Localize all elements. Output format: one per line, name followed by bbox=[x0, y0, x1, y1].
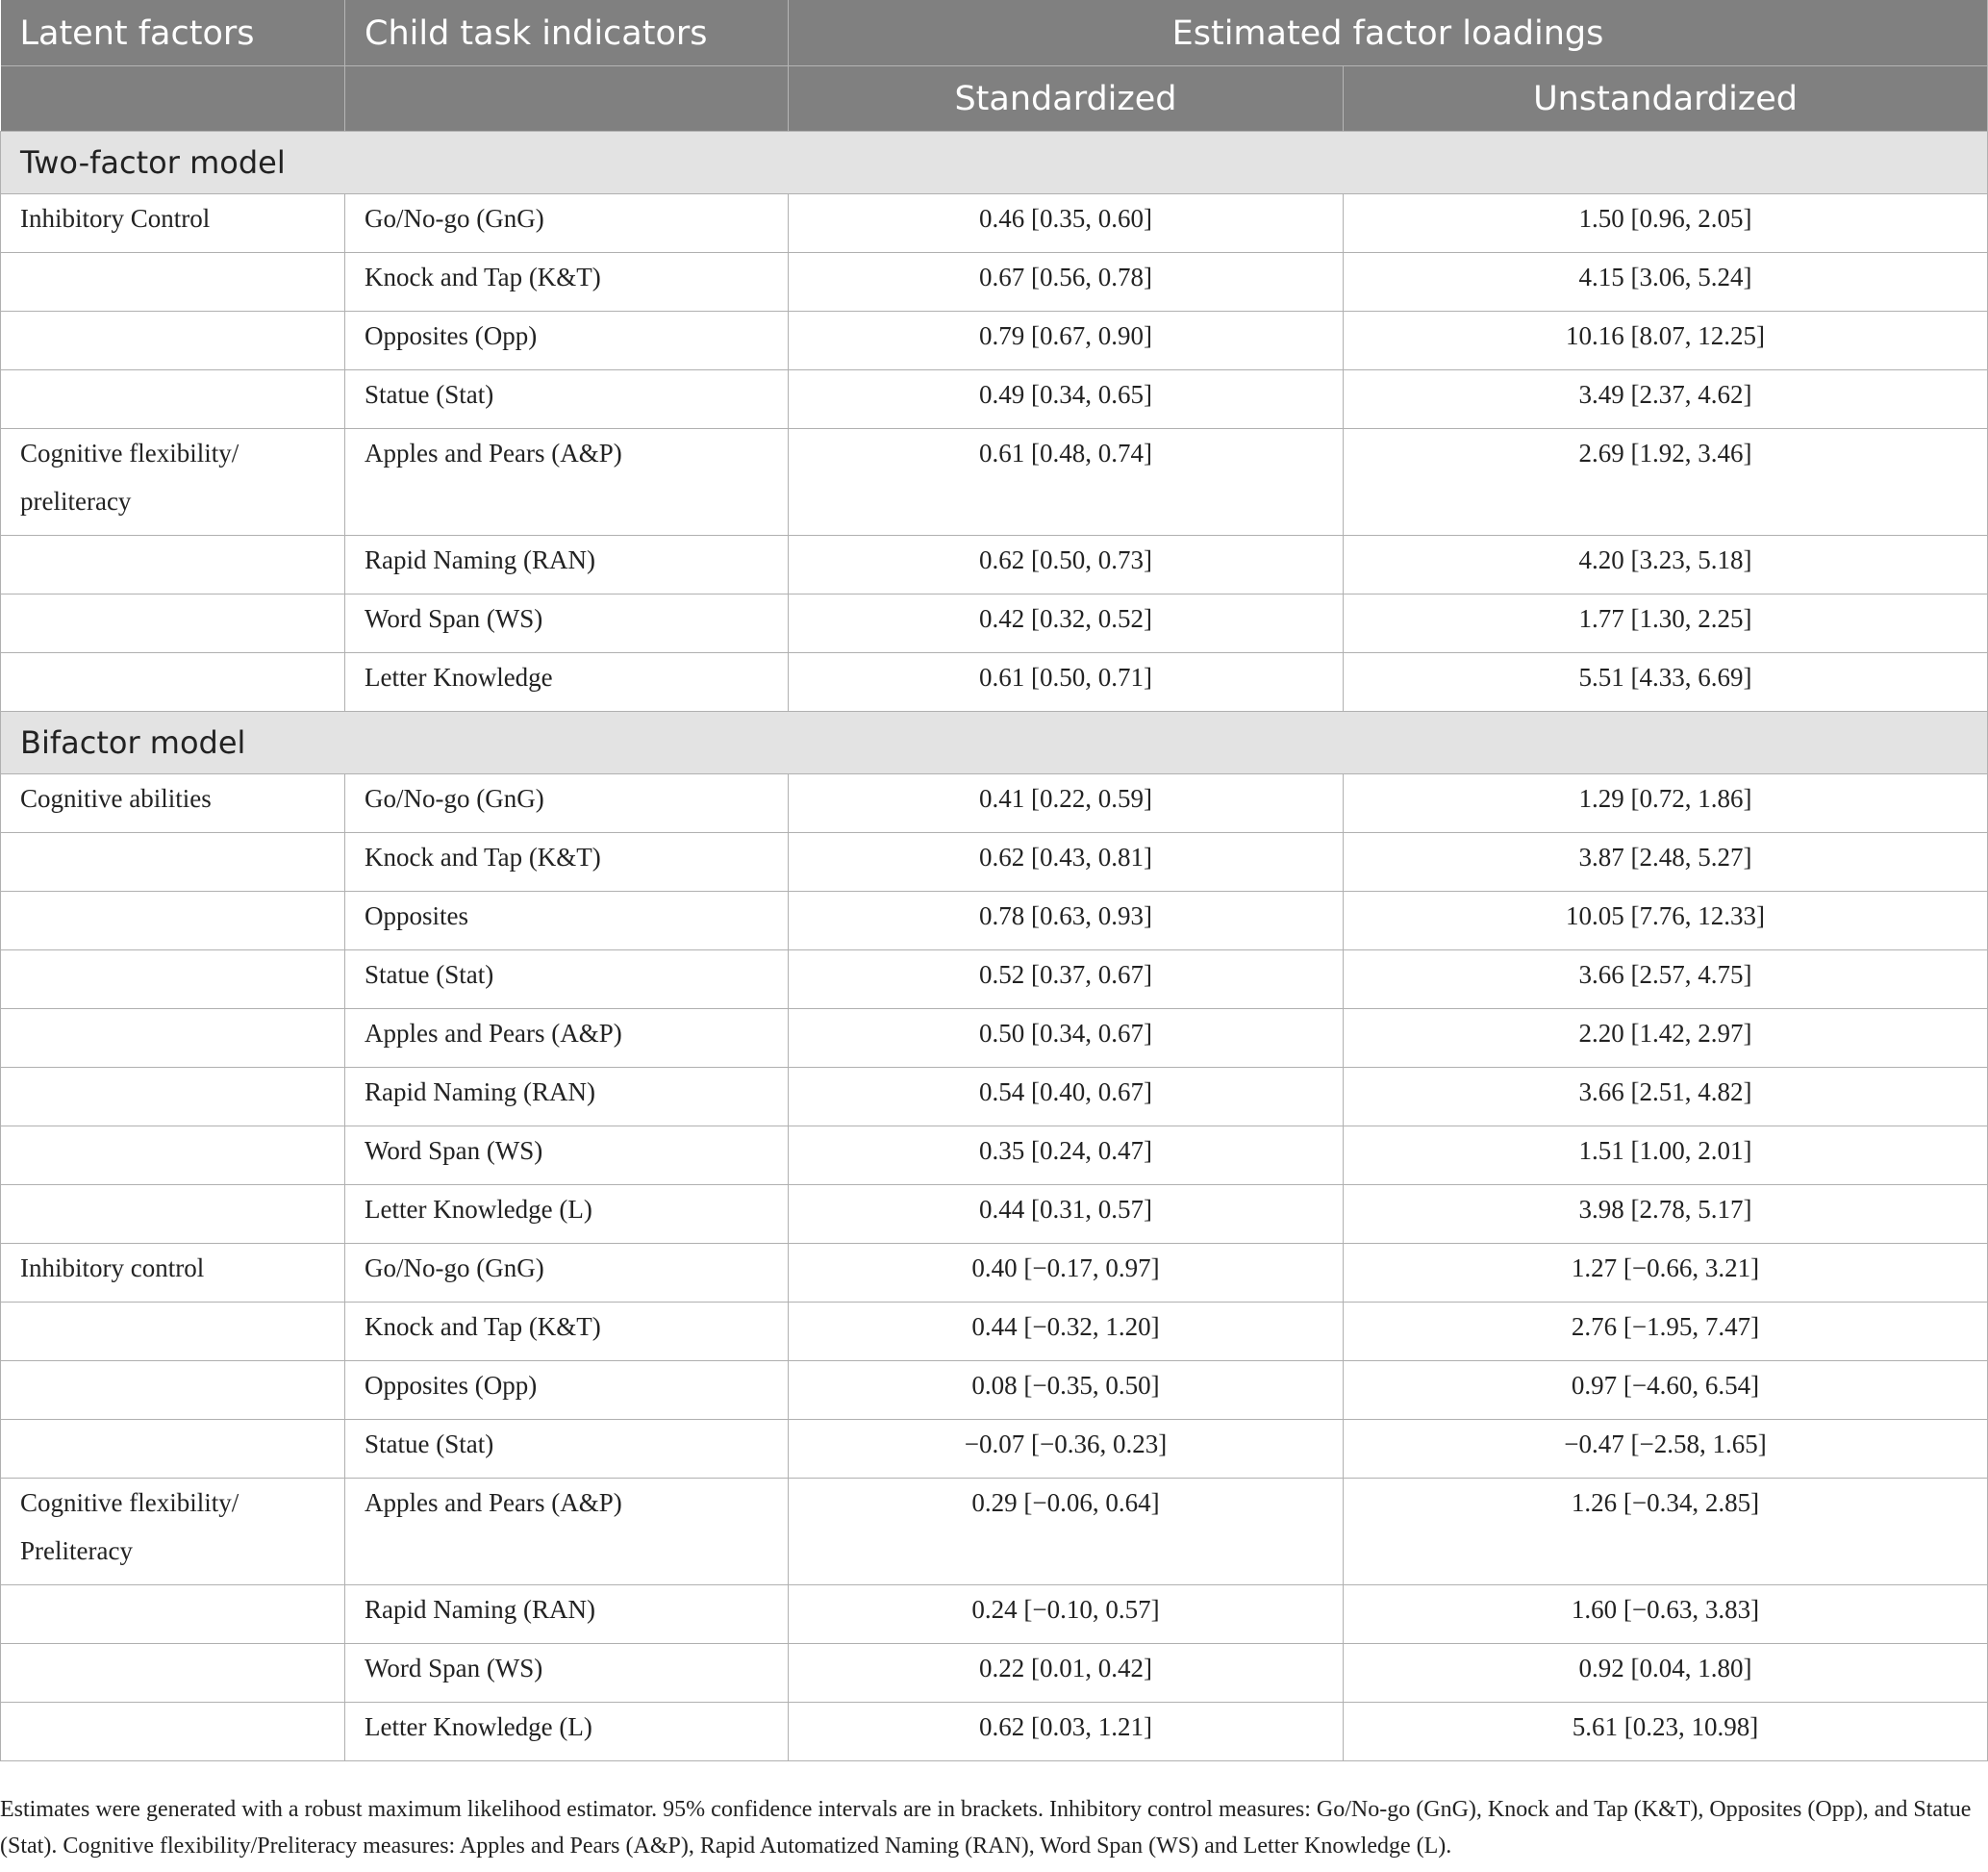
standardized-cell: 0.62 [0.50, 0.73] bbox=[789, 536, 1344, 594]
standardized-cell: 0.46 [0.35, 0.60] bbox=[789, 194, 1344, 253]
table-row bbox=[1, 774, 1988, 833]
standardized-cell: 0.62 [0.43, 0.81] bbox=[789, 833, 1344, 892]
latent-factor-cell bbox=[1, 594, 345, 653]
latent-factor-cell bbox=[1, 653, 345, 712]
standardized-cell: 0.44 [−0.32, 1.20] bbox=[789, 1303, 1344, 1361]
latent-factor-cell bbox=[1, 312, 345, 370]
table-row bbox=[1, 833, 1988, 892]
standardized-cell: 0.40 [−0.17, 0.97] bbox=[789, 1244, 1344, 1303]
header-blank-1 bbox=[1, 66, 345, 132]
standardized-cell: 0.61 [0.50, 0.71] bbox=[789, 653, 1344, 712]
latent-factor-cell: Cognitive abilities bbox=[1, 774, 345, 833]
latent-factor-cell bbox=[1, 1585, 345, 1644]
table-header bbox=[1, 1, 1988, 132]
table-row bbox=[1, 312, 1988, 370]
table-row bbox=[1, 1009, 1988, 1068]
standardized-cell: 0.42 [0.32, 0.52] bbox=[789, 594, 1344, 653]
latent-factor-cell: Inhibitory Control bbox=[1, 194, 345, 253]
task-indicator-cell: Apples and Pears (A&P) bbox=[345, 1009, 789, 1068]
unstandardized-cell: 5.51 [4.33, 6.69] bbox=[1344, 653, 1988, 712]
section-row bbox=[1, 132, 1988, 194]
standardized-cell: 0.50 [0.34, 0.67] bbox=[789, 1009, 1344, 1068]
latent-factor-cell: Inhibitory control bbox=[1, 1244, 345, 1303]
unstandardized-cell: 3.49 [2.37, 4.62] bbox=[1344, 370, 1988, 429]
standardized-cell: −0.07 [−0.36, 0.23] bbox=[789, 1420, 1344, 1479]
standardized-cell: 0.08 [−0.35, 0.50] bbox=[789, 1361, 1344, 1420]
table-body bbox=[1, 132, 1988, 1761]
standardized-cell: 0.52 [0.37, 0.67] bbox=[789, 950, 1344, 1009]
section-row bbox=[1, 712, 1988, 774]
task-indicator-cell: Knock and Tap (K&T) bbox=[345, 833, 789, 892]
task-indicator-cell: Letter Knowledge bbox=[345, 653, 789, 712]
table-row bbox=[1, 1068, 1988, 1126]
latent-factor-cell: Cognitive flexibility/ Preliteracy bbox=[1, 1479, 345, 1585]
standardized-cell: 0.29 [−0.06, 0.64] bbox=[789, 1479, 1344, 1585]
header-blank-2 bbox=[345, 66, 789, 132]
task-indicator-cell: Statue (Stat) bbox=[345, 370, 789, 429]
standardized-cell: 0.67 [0.56, 0.78] bbox=[789, 253, 1344, 312]
table-row bbox=[1, 429, 1988, 536]
unstandardized-cell: 0.92 [0.04, 1.80] bbox=[1344, 1644, 1988, 1703]
standardized-cell: 0.79 [0.67, 0.90] bbox=[789, 312, 1344, 370]
table-row bbox=[1, 1703, 1988, 1761]
task-indicator-cell: Word Span (WS) bbox=[345, 1644, 789, 1703]
standardized-cell: 0.49 [0.34, 0.65] bbox=[789, 370, 1344, 429]
table-row bbox=[1, 1126, 1988, 1185]
unstandardized-cell: 1.29 [0.72, 1.86] bbox=[1344, 774, 1988, 833]
standardized-cell: 0.44 [0.31, 0.57] bbox=[789, 1185, 1344, 1244]
table-row bbox=[1, 594, 1988, 653]
task-indicator-cell: Rapid Naming (RAN) bbox=[345, 536, 789, 594]
table-row bbox=[1, 370, 1988, 429]
standardized-cell: 0.62 [0.03, 1.21] bbox=[789, 1703, 1344, 1761]
latent-factor-cell bbox=[1, 1068, 345, 1126]
unstandardized-cell: 2.76 [−1.95, 7.47] bbox=[1344, 1303, 1988, 1361]
unstandardized-cell: 4.15 [3.06, 5.24] bbox=[1344, 253, 1988, 312]
latent-factor-cell bbox=[1, 1126, 345, 1185]
standardized-cell: 0.54 [0.40, 0.67] bbox=[789, 1068, 1344, 1126]
standardized-cell: 0.61 [0.48, 0.74] bbox=[789, 429, 1344, 536]
latent-factor-cell bbox=[1, 1644, 345, 1703]
unstandardized-cell: 10.05 [7.76, 12.33] bbox=[1344, 892, 1988, 950]
latent-factor-cell bbox=[1, 1420, 345, 1479]
task-indicator-cell: Word Span (WS) bbox=[345, 1126, 789, 1185]
unstandardized-cell: 2.69 [1.92, 3.46] bbox=[1344, 429, 1988, 536]
header-estimated-factor-loadings: Estimated factor loadings bbox=[789, 1, 1988, 66]
unstandardized-cell: 3.66 [2.57, 4.75] bbox=[1344, 950, 1988, 1009]
task-indicator-cell: Rapid Naming (RAN) bbox=[345, 1585, 789, 1644]
unstandardized-cell: 1.51 [1.00, 2.01] bbox=[1344, 1126, 1988, 1185]
table-row bbox=[1, 653, 1988, 712]
table-row bbox=[1, 1585, 1988, 1644]
section-title: Bifactor model bbox=[1, 712, 1988, 774]
unstandardized-cell: 3.87 [2.48, 5.27] bbox=[1344, 833, 1988, 892]
latent-factor-cell bbox=[1, 950, 345, 1009]
latent-factor-cell bbox=[1, 1009, 345, 1068]
task-indicator-cell: Apples and Pears (A&P) bbox=[345, 1479, 789, 1585]
unstandardized-cell: 4.20 [3.23, 5.18] bbox=[1344, 536, 1988, 594]
table-row bbox=[1, 536, 1988, 594]
header-child-task-indicators: Child task indicators bbox=[345, 1, 789, 66]
table-row bbox=[1, 1361, 1988, 1420]
unstandardized-cell: 1.77 [1.30, 2.25] bbox=[1344, 594, 1988, 653]
header-unstandardized: Unstandardized bbox=[1344, 66, 1988, 132]
task-indicator-cell: Opposites (Opp) bbox=[345, 312, 789, 370]
section-title: Two-factor model bbox=[1, 132, 1988, 194]
unstandardized-cell: −0.47 [−2.58, 1.65] bbox=[1344, 1420, 1988, 1479]
standardized-cell: 0.41 [0.22, 0.59] bbox=[789, 774, 1344, 833]
table-footnote: Estimates were generated with a robust maximum likelihood estimator. 95% confidence intervals are in brackets. Inhibitory control measures: Go/No-go (GnG), Knock and Tap (K&T), Opposites (Opp), and Statue (Stat). Cognitive flexibility/Preliteracy measures: Apples and Pears (A&P), Rapid Automatized Naming (RAN), Word Span (WS) and Letter Knowledge (L). bbox=[0, 1797, 1972, 1859]
table-row bbox=[1, 950, 1988, 1009]
task-indicator-cell: Knock and Tap (K&T) bbox=[345, 1303, 789, 1361]
task-indicator-cell: Statue (Stat) bbox=[345, 1420, 789, 1479]
table-row bbox=[1, 1420, 1988, 1479]
latent-factor-cell bbox=[1, 1361, 345, 1420]
task-indicator-cell: Opposites bbox=[345, 892, 789, 950]
task-indicator-cell: Letter Knowledge (L) bbox=[345, 1185, 789, 1244]
latent-factor-cell: Cognitive flexibility/ preliteracy bbox=[1, 429, 345, 536]
latent-factor-cell bbox=[1, 1303, 345, 1361]
latent-factor-cell bbox=[1, 253, 345, 312]
task-indicator-cell: Letter Knowledge (L) bbox=[345, 1703, 789, 1761]
table-row bbox=[1, 1303, 1988, 1361]
header-standardized: Standardized bbox=[789, 66, 1344, 132]
table-row bbox=[1, 1185, 1988, 1244]
table-row bbox=[1, 253, 1988, 312]
table-row bbox=[1, 892, 1988, 950]
standardized-cell: 0.35 [0.24, 0.47] bbox=[789, 1126, 1344, 1185]
latent-factor-cell bbox=[1, 1185, 345, 1244]
table-row bbox=[1, 1244, 1988, 1303]
standardized-cell: 0.24 [−0.10, 0.57] bbox=[789, 1585, 1344, 1644]
task-indicator-cell: Apples and Pears (A&P) bbox=[345, 429, 789, 536]
task-indicator-cell: Go/No-go (GnG) bbox=[345, 774, 789, 833]
unstandardized-cell: 3.66 [2.51, 4.82] bbox=[1344, 1068, 1988, 1126]
standardized-cell: 0.78 [0.63, 0.93] bbox=[789, 892, 1344, 950]
task-indicator-cell: Word Span (WS) bbox=[345, 594, 789, 653]
unstandardized-cell: 1.60 [−0.63, 3.83] bbox=[1344, 1585, 1988, 1644]
unstandardized-cell: 1.50 [0.96, 2.05] bbox=[1344, 194, 1988, 253]
task-indicator-cell: Opposites (Opp) bbox=[345, 1361, 789, 1420]
standardized-cell: 0.22 [0.01, 0.42] bbox=[789, 1644, 1344, 1703]
latent-factor-cell bbox=[1, 892, 345, 950]
unstandardized-cell: 1.27 [−0.66, 3.21] bbox=[1344, 1244, 1988, 1303]
task-indicator-cell: Knock and Tap (K&T) bbox=[345, 253, 789, 312]
unstandardized-cell: 5.61 [0.23, 10.98] bbox=[1344, 1703, 1988, 1761]
unstandardized-cell: 10.16 [8.07, 12.25] bbox=[1344, 312, 1988, 370]
task-indicator-cell: Go/No-go (GnG) bbox=[345, 194, 789, 253]
task-indicator-cell: Rapid Naming (RAN) bbox=[345, 1068, 789, 1126]
unstandardized-cell: 0.97 [−4.60, 6.54] bbox=[1344, 1361, 1988, 1420]
latent-factor-cell bbox=[1, 536, 345, 594]
unstandardized-cell: 1.26 [−0.34, 2.85] bbox=[1344, 1479, 1988, 1585]
table-row bbox=[1, 1644, 1988, 1703]
header-latent-factors: Latent factors bbox=[1, 1, 345, 66]
latent-factor-cell bbox=[1, 1703, 345, 1761]
unstandardized-cell: 3.98 [2.78, 5.17] bbox=[1344, 1185, 1988, 1244]
table-row bbox=[1, 1479, 1988, 1585]
task-indicator-cell: Statue (Stat) bbox=[345, 950, 789, 1009]
latent-factor-cell bbox=[1, 833, 345, 892]
task-indicator-cell: Go/No-go (GnG) bbox=[345, 1244, 789, 1303]
latent-factor-cell bbox=[1, 370, 345, 429]
table-row bbox=[1, 194, 1988, 253]
unstandardized-cell: 2.20 [1.42, 2.97] bbox=[1344, 1009, 1988, 1068]
